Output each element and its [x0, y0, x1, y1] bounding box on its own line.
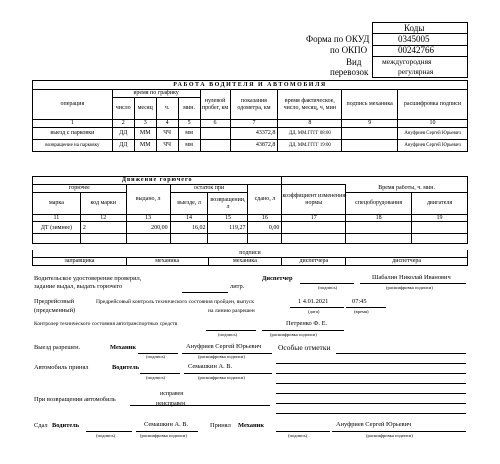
return-label: При возвращении автомобиль [34, 396, 116, 403]
caption-decode: (расшифровка подписи) [198, 375, 245, 380]
col-out: выезде, л [170, 193, 208, 215]
cell-equipment [346, 222, 412, 234]
col-engine: двигателя [412, 193, 468, 215]
fuel-table-title: Движение горючего [33, 177, 282, 185]
work-table-title: РАБОТА ВОДИТЕЛЯ И АВТОМОБИЛЯ [33, 81, 468, 90]
driver-sign-line [140, 373, 180, 374]
controller-sign-line [206, 330, 256, 331]
special-line [336, 353, 466, 354]
col-return: возвращении, л [208, 193, 248, 215]
cell-operation: выезд с парковки [33, 128, 113, 140]
handed-name-line [136, 431, 198, 432]
cell-operation: возвращение на парковку [33, 140, 113, 152]
special-line [276, 403, 466, 404]
dispatcher-label: Диспетчер [262, 275, 293, 282]
col-mechanic-sign: подпись механика [342, 90, 398, 120]
col-num: 11 [33, 215, 81, 222]
cell-brand: ДТ (зимнее) [33, 222, 81, 234]
cell-empty [248, 234, 282, 244]
sign-col-dispatcher: диспетчера [346, 257, 468, 265]
fuel-title-blank [282, 177, 468, 185]
col-min: мин. [178, 98, 200, 120]
kind-label: Вид [346, 57, 362, 67]
table-row [33, 222, 468, 234]
controller-label: Контролер технического состояния автотранспортных средств [34, 321, 178, 327]
okpo-value: 00242766 [398, 45, 434, 55]
col-num: 12 [80, 215, 126, 222]
received-mechanic-name: Ануфриев Сергей Юрьевич [336, 421, 412, 428]
cell-actual-time: ДД. ММ.ГГГГ 19:00 [278, 140, 342, 152]
cell-mechanic-sign [342, 128, 398, 140]
col-num: 7 [230, 120, 278, 128]
col-decode: расшифровка подписи [398, 90, 468, 120]
cell-out: 16,02 [170, 222, 208, 234]
col-num: 13 [126, 215, 170, 222]
caption-sign: (подпись) [146, 354, 166, 359]
special-line [276, 383, 466, 384]
time-line [346, 307, 386, 308]
cell-issued: 200,00 [126, 222, 170, 234]
col-issued: выдано, л [126, 185, 170, 215]
cell-day: ДД [112, 128, 134, 140]
license-label: Водительское удостоверение проверил, [34, 275, 142, 282]
col-operation: операция [33, 90, 113, 120]
cell-empty [208, 234, 248, 244]
pretrip-time: 07:45 [352, 298, 367, 305]
okud-label: Форма по ОКУД [306, 34, 370, 44]
special-line [276, 373, 466, 374]
kind-label-2: перевозок [330, 67, 369, 77]
special-line [276, 393, 466, 394]
col-handed: сдано, л [248, 185, 282, 215]
litres-line [182, 292, 228, 293]
cell-month: ММ [134, 128, 156, 140]
cell-min: мм [178, 140, 200, 152]
cell-mechanic-sign [342, 140, 398, 152]
cell-return: 119,27 [208, 222, 248, 234]
col-num: 16 [248, 215, 282, 222]
cell-brand-code: 2 [80, 222, 126, 234]
col-num: 17 [282, 215, 346, 222]
caption-decode: (расшифровка подписи) [140, 433, 187, 438]
cell-coefficient [282, 222, 346, 234]
pretrip-text: Предрейсовый контроль технического состояния пройден, выпуск [96, 299, 255, 305]
kind-value: междугородняя [382, 57, 432, 66]
cell-engine [412, 222, 468, 234]
cell-odometer: 43372,8 [230, 128, 278, 140]
cell-hour: ЧЧ [156, 128, 178, 140]
cell-zero-run [200, 128, 230, 140]
caption-date: (дата) [308, 309, 320, 314]
col-brand: марка [33, 193, 81, 215]
license-label-2: задание выдал, выдать горючего [34, 283, 123, 290]
pretrip-text-2: на линию разрешен [208, 308, 255, 314]
pretrip-label-2: (предсменный) [34, 307, 76, 314]
col-num: 6 [200, 120, 230, 128]
col-rest: остаток при [170, 185, 248, 193]
received-mechanic-label: Механик [238, 422, 265, 429]
dispatcher-sign-line [300, 283, 354, 284]
kind-value-2: регулярная [398, 67, 434, 76]
caption-decode: (расшифровка подписи) [198, 354, 245, 359]
col-num: 2 [112, 120, 134, 128]
date-line [290, 307, 344, 308]
caption-time: (время) [354, 309, 369, 314]
dispatcher-name-line [360, 283, 466, 284]
caption-sign: (подпись) [146, 375, 166, 380]
cell-zero-run [200, 140, 230, 152]
col-hour: ч. [156, 98, 178, 120]
col-schedule: время по графику [112, 90, 200, 98]
col-num: 8 [278, 120, 342, 128]
okud-value: 0345005 [398, 34, 430, 44]
release-label: Выезд разрешен. [34, 344, 81, 351]
sign-col-dispatcher: диспетчера [282, 257, 346, 265]
col-month: месяц [134, 98, 156, 120]
dispatcher-name: Шабалин Николай Иванович [372, 274, 451, 281]
cell-empty [33, 234, 81, 244]
return-line [130, 405, 270, 406]
signatures-header: подписи [33, 250, 468, 257]
pretrip-date: 1 4.01.2021 [298, 298, 329, 305]
pretrip-label: Предрейсовый [34, 298, 75, 305]
col-num: 1 [33, 120, 113, 128]
mechanic-name: Ануфриев Сергей Юрьевич [186, 343, 262, 350]
handed-driver-name: Семашкин А. В. [144, 421, 189, 428]
col-num: 4 [156, 120, 178, 128]
fuel-table [32, 176, 468, 244]
col-fuel: горючее [33, 185, 127, 193]
caption-decode: (расшифровка подписи) [270, 332, 317, 337]
driver-label: Водитель [112, 364, 140, 371]
caption-sign: (подпись) [318, 285, 338, 290]
codes-header: Коды [404, 23, 425, 33]
received-name-line [332, 431, 466, 432]
col-num: 9 [342, 120, 398, 128]
col-num: 10 [398, 120, 468, 128]
special-line [276, 363, 466, 364]
cell-empty [346, 234, 412, 244]
accepted-label: Автомобиль принял [34, 364, 89, 371]
col-brand-code: код марки [80, 193, 126, 215]
handed-sign-line [86, 431, 132, 432]
table-row [33, 140, 468, 152]
cell-decode: Ануфриев Сергей Юрьевич [398, 128, 468, 140]
caption-decode: (расшифровка подписи) [386, 285, 433, 290]
caption-sign: (подпись) [288, 433, 308, 438]
col-num: 19 [412, 215, 468, 222]
sign-col-mechanic: механика [208, 257, 282, 265]
cell-decode: Ануфриев Сергей Юрьевич [398, 140, 468, 152]
col-equipment: спецоборудования [346, 193, 412, 215]
handed-driver-label: Водитель [52, 422, 80, 429]
table-row [33, 128, 468, 140]
cell-handed: 0,00 [248, 222, 282, 234]
received-sign-line [276, 431, 330, 432]
cell-hour: ЧЧ [156, 140, 178, 152]
special-marks-label: Особые отметки [278, 343, 331, 352]
cell-month: ММ [134, 140, 156, 152]
col-worktime: Время работы, ч. мин. [346, 185, 468, 193]
sign-col-mechanic: механика [126, 257, 208, 265]
cell-min: мм [178, 128, 200, 140]
col-num: 15 [208, 215, 248, 222]
cell-empty [80, 234, 126, 244]
mechanic-label: Механик [110, 344, 137, 351]
signatures-table [32, 250, 468, 266]
controller-name: Петренко Ф. Е. [286, 320, 328, 327]
handed-label: Сдал [34, 422, 48, 429]
col-num: 5 [178, 120, 200, 128]
table-row [33, 234, 468, 244]
caption-decode: (расшифровка подписи) [366, 433, 413, 438]
col-num: 3 [134, 120, 156, 128]
driver-name-line [184, 373, 272, 374]
sign-col-refueler: заправщика [33, 257, 127, 265]
cell-empty [126, 234, 170, 244]
cell-empty [170, 234, 208, 244]
condition-good: исправен [160, 391, 184, 397]
special-line [276, 413, 466, 414]
cell-odometer: 43872,8 [230, 140, 278, 152]
received-label: Принял [210, 422, 231, 429]
col-day: число [112, 98, 134, 120]
col-zero-run: нулевой пробег, км [200, 90, 230, 120]
work-table [32, 80, 468, 152]
col-num: 14 [170, 215, 208, 222]
cell-day: ДД [112, 140, 134, 152]
litres-label: литр. [230, 283, 245, 290]
col-num: 18 [346, 215, 412, 222]
cell-actual-time: ДД. ММ.ГГГГ 08:00 [278, 128, 342, 140]
okpo-label: по ОКПО [330, 45, 368, 55]
driver-name: Семашкин А. В. [188, 363, 233, 370]
cell-empty [282, 234, 346, 244]
col-coefficient: коэффициент изменения нормы [282, 185, 346, 215]
caption-sign: (подпись) [96, 433, 116, 438]
controller-name-line [262, 330, 344, 331]
caption-sign: (подпись) [218, 332, 238, 337]
col-actual-time: время фактическое, число, месяц, ч, мин [278, 90, 342, 120]
condition-bad: неисправен [156, 401, 186, 407]
col-odometer: показания одометра, км [230, 90, 278, 120]
cell-empty [412, 234, 468, 244]
